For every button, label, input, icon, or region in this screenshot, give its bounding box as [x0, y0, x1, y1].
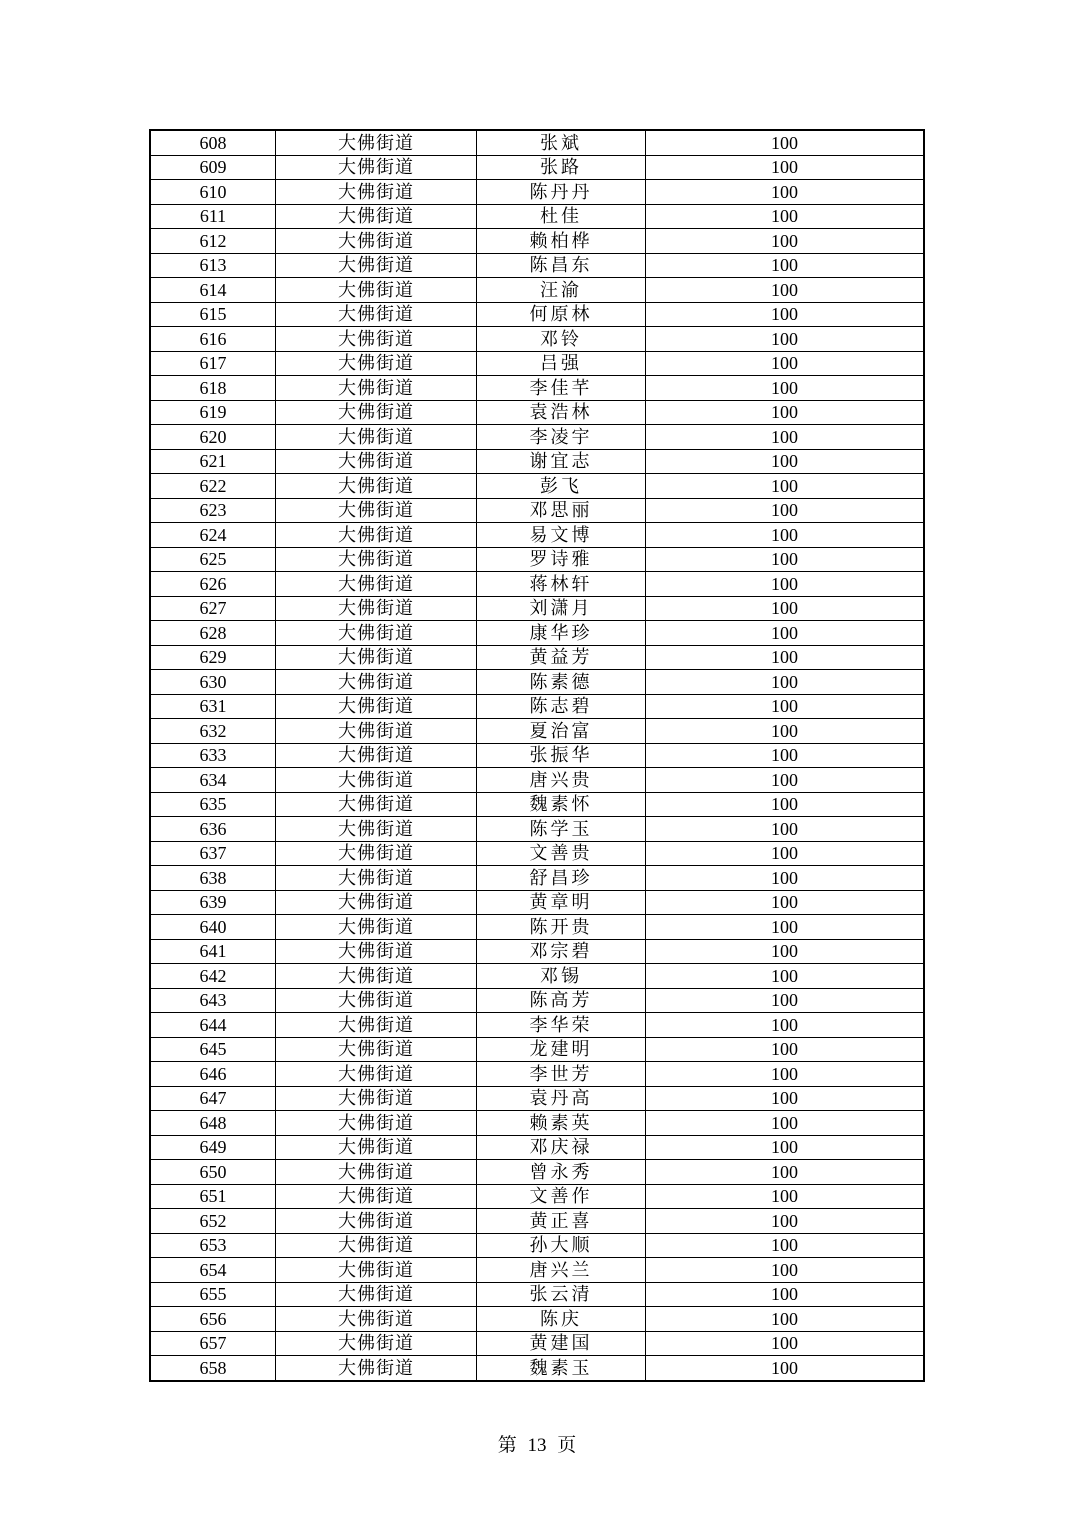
name-cell: 陈志碧	[477, 694, 646, 719]
amount-cell: 100	[646, 327, 925, 352]
table-row	[150, 1233, 924, 1258]
name-cell: 袁丹高	[477, 1086, 646, 1111]
table-row	[150, 670, 924, 695]
street-cell: 大佛街道	[276, 547, 477, 572]
street-cell: 大佛街道	[276, 327, 477, 352]
table-row	[150, 743, 924, 768]
street-cell: 大佛街道	[276, 694, 477, 719]
table-row	[150, 1356, 924, 1381]
amount-cell: 100	[646, 645, 925, 670]
name-cell: 黄益芳	[477, 645, 646, 670]
table-row	[150, 621, 924, 646]
street-cell: 大佛街道	[276, 964, 477, 989]
street-cell: 大佛街道	[276, 719, 477, 744]
page-footer-suffix: 页	[557, 1435, 577, 1456]
street-cell: 大佛街道	[276, 743, 477, 768]
amount-cell: 100	[646, 253, 925, 278]
table-row	[150, 425, 924, 450]
street-cell: 大佛街道	[276, 1258, 477, 1283]
row-number-cell: 619	[150, 400, 276, 425]
roster-table	[149, 129, 925, 1382]
amount-cell: 100	[646, 964, 925, 989]
street-cell: 大佛街道	[276, 498, 477, 523]
row-number-cell: 655	[150, 1282, 276, 1307]
amount-cell: 100	[646, 743, 925, 768]
name-cell: 陈开贵	[477, 915, 646, 940]
amount-cell: 100	[646, 866, 925, 891]
amount-cell: 100	[646, 596, 925, 621]
amount-cell: 100	[646, 572, 925, 597]
amount-cell: 100	[646, 204, 925, 229]
row-number-cell: 652	[150, 1209, 276, 1234]
table-row	[150, 278, 924, 303]
table-row	[150, 351, 924, 376]
table-row	[150, 229, 924, 254]
row-number-cell: 649	[150, 1135, 276, 1160]
name-cell: 张云清	[477, 1282, 646, 1307]
street-cell: 大佛街道	[276, 1160, 477, 1185]
street-cell: 大佛街道	[276, 523, 477, 548]
street-cell: 大佛街道	[276, 1135, 477, 1160]
name-cell: 黄章明	[477, 890, 646, 915]
name-cell: 龙建明	[477, 1037, 646, 1062]
name-cell: 袁浩林	[477, 400, 646, 425]
row-number-cell: 633	[150, 743, 276, 768]
row-number-cell: 608	[150, 130, 276, 155]
street-cell: 大佛街道	[276, 1233, 477, 1258]
table-row	[150, 474, 924, 499]
table-row	[150, 719, 924, 744]
table-row	[150, 988, 924, 1013]
page-number: 13	[527, 1435, 547, 1456]
table-row	[150, 1282, 924, 1307]
amount-cell: 100	[646, 792, 925, 817]
row-number-cell: 609	[150, 155, 276, 180]
street-cell: 大佛街道	[276, 302, 477, 327]
street-cell: 大佛街道	[276, 988, 477, 1013]
amount-cell: 100	[646, 817, 925, 842]
street-cell: 大佛街道	[276, 866, 477, 891]
street-cell: 大佛街道	[276, 939, 477, 964]
amount-cell: 100	[646, 376, 925, 401]
name-cell: 舒昌珍	[477, 866, 646, 891]
table-row	[150, 1086, 924, 1111]
street-cell: 大佛街道	[276, 376, 477, 401]
name-cell: 彭飞	[477, 474, 646, 499]
name-cell: 汪渝	[477, 278, 646, 303]
row-number-cell: 634	[150, 768, 276, 793]
name-cell: 李世芳	[477, 1062, 646, 1087]
street-cell: 大佛街道	[276, 841, 477, 866]
amount-cell: 100	[646, 351, 925, 376]
table-row	[150, 180, 924, 205]
row-number-cell: 615	[150, 302, 276, 327]
amount-cell: 100	[646, 768, 925, 793]
street-cell: 大佛街道	[276, 1331, 477, 1356]
row-number-cell: 629	[150, 645, 276, 670]
street-cell: 大佛街道	[276, 204, 477, 229]
page-footer-prefix: 第	[497, 1435, 517, 1456]
name-cell: 邓宗碧	[477, 939, 646, 964]
row-number-cell: 650	[150, 1160, 276, 1185]
street-cell: 大佛街道	[276, 474, 477, 499]
row-number-cell: 621	[150, 449, 276, 474]
table-row	[150, 253, 924, 278]
row-number-cell: 612	[150, 229, 276, 254]
row-number-cell: 654	[150, 1258, 276, 1283]
amount-cell: 100	[646, 1135, 925, 1160]
amount-cell: 100	[646, 302, 925, 327]
row-number-cell: 636	[150, 817, 276, 842]
name-cell: 吕强	[477, 351, 646, 376]
table-row	[150, 939, 924, 964]
row-number-cell: 613	[150, 253, 276, 278]
name-cell: 罗诗雅	[477, 547, 646, 572]
row-number-cell: 646	[150, 1062, 276, 1087]
amount-cell: 100	[646, 1282, 925, 1307]
name-cell: 黄正喜	[477, 1209, 646, 1234]
table-row	[150, 694, 924, 719]
row-number-cell: 620	[150, 425, 276, 450]
amount-cell: 100	[646, 890, 925, 915]
street-cell: 大佛街道	[276, 792, 477, 817]
row-number-cell: 651	[150, 1184, 276, 1209]
name-cell: 陈学玉	[477, 817, 646, 842]
street-cell: 大佛街道	[276, 915, 477, 940]
amount-cell: 100	[646, 449, 925, 474]
name-cell: 张振华	[477, 743, 646, 768]
row-number-cell: 648	[150, 1111, 276, 1136]
name-cell: 陈丹丹	[477, 180, 646, 205]
amount-cell: 100	[646, 278, 925, 303]
name-cell: 张路	[477, 155, 646, 180]
row-number-cell: 627	[150, 596, 276, 621]
name-cell: 黄建国	[477, 1331, 646, 1356]
street-cell: 大佛街道	[276, 229, 477, 254]
name-cell: 文善作	[477, 1184, 646, 1209]
table-row	[150, 572, 924, 597]
amount-cell: 100	[646, 670, 925, 695]
amount-cell: 100	[646, 1307, 925, 1332]
page-footer	[0, 1430, 1074, 1457]
name-cell: 魏素玉	[477, 1356, 646, 1381]
table-row	[150, 1037, 924, 1062]
street-cell: 大佛街道	[276, 1282, 477, 1307]
street-cell: 大佛街道	[276, 645, 477, 670]
table-row	[150, 915, 924, 940]
table-row	[150, 130, 924, 155]
amount-cell: 100	[646, 1013, 925, 1038]
amount-cell: 100	[646, 1037, 925, 1062]
amount-cell: 100	[646, 988, 925, 1013]
street-cell: 大佛街道	[276, 180, 477, 205]
name-cell: 孙大顺	[477, 1233, 646, 1258]
row-number-cell: 637	[150, 841, 276, 866]
street-cell: 大佛街道	[276, 817, 477, 842]
street-cell: 大佛街道	[276, 572, 477, 597]
table-row	[150, 547, 924, 572]
row-number-cell: 656	[150, 1307, 276, 1332]
amount-cell: 100	[646, 1086, 925, 1111]
row-number-cell: 614	[150, 278, 276, 303]
row-number-cell: 616	[150, 327, 276, 352]
row-number-cell: 639	[150, 890, 276, 915]
amount-cell: 100	[646, 1209, 925, 1234]
row-number-cell: 638	[150, 866, 276, 891]
name-cell: 邓铃	[477, 327, 646, 352]
name-cell: 夏治富	[477, 719, 646, 744]
amount-cell: 100	[646, 1160, 925, 1185]
amount-cell: 100	[646, 841, 925, 866]
name-cell: 魏素怀	[477, 792, 646, 817]
name-cell: 赖素英	[477, 1111, 646, 1136]
row-number-cell: 628	[150, 621, 276, 646]
row-number-cell: 630	[150, 670, 276, 695]
table-row	[150, 1331, 924, 1356]
row-number-cell: 658	[150, 1356, 276, 1381]
row-number-cell: 640	[150, 915, 276, 940]
table-row	[150, 1160, 924, 1185]
name-cell: 赖柏桦	[477, 229, 646, 254]
name-cell: 邓思丽	[477, 498, 646, 523]
row-number-cell: 645	[150, 1037, 276, 1062]
amount-cell: 100	[646, 1184, 925, 1209]
table-row	[150, 1013, 924, 1038]
table-row	[150, 1135, 924, 1160]
table-row	[150, 155, 924, 180]
table-row	[150, 890, 924, 915]
amount-cell: 100	[646, 1062, 925, 1087]
name-cell: 陈昌东	[477, 253, 646, 278]
table-row	[150, 1307, 924, 1332]
street-cell: 大佛街道	[276, 1356, 477, 1381]
roster-table-body	[150, 130, 924, 1381]
amount-cell: 100	[646, 474, 925, 499]
amount-cell: 100	[646, 1233, 925, 1258]
street-cell: 大佛街道	[276, 1037, 477, 1062]
amount-cell: 100	[646, 523, 925, 548]
name-cell: 曾永秀	[477, 1160, 646, 1185]
amount-cell: 100	[646, 1111, 925, 1136]
name-cell: 邓庆禄	[477, 1135, 646, 1160]
row-number-cell: 653	[150, 1233, 276, 1258]
table-row	[150, 596, 924, 621]
street-cell: 大佛街道	[276, 1307, 477, 1332]
name-cell: 康华珍	[477, 621, 646, 646]
name-cell: 文善贵	[477, 841, 646, 866]
street-cell: 大佛街道	[276, 1209, 477, 1234]
row-number-cell: 643	[150, 988, 276, 1013]
amount-cell: 100	[646, 915, 925, 940]
table-row	[150, 302, 924, 327]
row-number-cell: 657	[150, 1331, 276, 1356]
row-number-cell: 635	[150, 792, 276, 817]
amount-cell: 100	[646, 155, 925, 180]
name-cell: 杜佳	[477, 204, 646, 229]
name-cell: 陈庆	[477, 1307, 646, 1332]
name-cell: 易文博	[477, 523, 646, 548]
table-row	[150, 204, 924, 229]
name-cell: 唐兴贵	[477, 768, 646, 793]
street-cell: 大佛街道	[276, 670, 477, 695]
street-cell: 大佛街道	[276, 1062, 477, 1087]
street-cell: 大佛街道	[276, 596, 477, 621]
table-row	[150, 817, 924, 842]
amount-cell: 100	[646, 547, 925, 572]
row-number-cell: 610	[150, 180, 276, 205]
table-row	[150, 1209, 924, 1234]
name-cell: 陈高芳	[477, 988, 646, 1013]
name-cell: 刘潇月	[477, 596, 646, 621]
street-cell: 大佛街道	[276, 1184, 477, 1209]
row-number-cell: 611	[150, 204, 276, 229]
amount-cell: 100	[646, 939, 925, 964]
street-cell: 大佛街道	[276, 621, 477, 646]
row-number-cell: 618	[150, 376, 276, 401]
table-row	[150, 449, 924, 474]
table-row	[150, 768, 924, 793]
street-cell: 大佛街道	[276, 1111, 477, 1136]
name-cell: 陈素德	[477, 670, 646, 695]
name-cell: 唐兴兰	[477, 1258, 646, 1283]
street-cell: 大佛街道	[276, 130, 477, 155]
table-row	[150, 400, 924, 425]
street-cell: 大佛街道	[276, 425, 477, 450]
row-number-cell: 644	[150, 1013, 276, 1038]
amount-cell: 100	[646, 130, 925, 155]
amount-cell: 100	[646, 694, 925, 719]
table-row	[150, 1184, 924, 1209]
amount-cell: 100	[646, 498, 925, 523]
street-cell: 大佛街道	[276, 400, 477, 425]
row-number-cell: 626	[150, 572, 276, 597]
row-number-cell: 647	[150, 1086, 276, 1111]
name-cell: 邓锡	[477, 964, 646, 989]
street-cell: 大佛街道	[276, 1086, 477, 1111]
table-row	[150, 964, 924, 989]
name-cell: 蒋林轩	[477, 572, 646, 597]
table-row	[150, 841, 924, 866]
row-number-cell: 625	[150, 547, 276, 572]
street-cell: 大佛街道	[276, 351, 477, 376]
amount-cell: 100	[646, 621, 925, 646]
table-row	[150, 1111, 924, 1136]
street-cell: 大佛街道	[276, 1013, 477, 1038]
street-cell: 大佛街道	[276, 155, 477, 180]
name-cell: 李凌宇	[477, 425, 646, 450]
row-number-cell: 622	[150, 474, 276, 499]
row-number-cell: 642	[150, 964, 276, 989]
row-number-cell: 624	[150, 523, 276, 548]
name-cell: 张斌	[477, 130, 646, 155]
table-row	[150, 1062, 924, 1087]
table-row	[150, 498, 924, 523]
row-number-cell: 641	[150, 939, 276, 964]
street-cell: 大佛街道	[276, 890, 477, 915]
amount-cell: 100	[646, 425, 925, 450]
name-cell: 李佳芊	[477, 376, 646, 401]
street-cell: 大佛街道	[276, 768, 477, 793]
street-cell: 大佛街道	[276, 253, 477, 278]
amount-cell: 100	[646, 1331, 925, 1356]
street-cell: 大佛街道	[276, 278, 477, 303]
amount-cell: 100	[646, 229, 925, 254]
amount-cell: 100	[646, 719, 925, 744]
table-row	[150, 523, 924, 548]
amount-cell: 100	[646, 1356, 925, 1381]
amount-cell: 100	[646, 180, 925, 205]
row-number-cell: 623	[150, 498, 276, 523]
street-cell: 大佛街道	[276, 449, 477, 474]
name-cell: 谢宜志	[477, 449, 646, 474]
name-cell: 何原林	[477, 302, 646, 327]
table-row	[150, 792, 924, 817]
table-row	[150, 866, 924, 891]
table-row	[150, 645, 924, 670]
amount-cell: 100	[646, 400, 925, 425]
name-cell: 李华荣	[477, 1013, 646, 1038]
table-row	[150, 327, 924, 352]
table-row	[150, 1258, 924, 1283]
table-row	[150, 376, 924, 401]
row-number-cell: 631	[150, 694, 276, 719]
amount-cell: 100	[646, 1258, 925, 1283]
row-number-cell: 632	[150, 719, 276, 744]
row-number-cell: 617	[150, 351, 276, 376]
